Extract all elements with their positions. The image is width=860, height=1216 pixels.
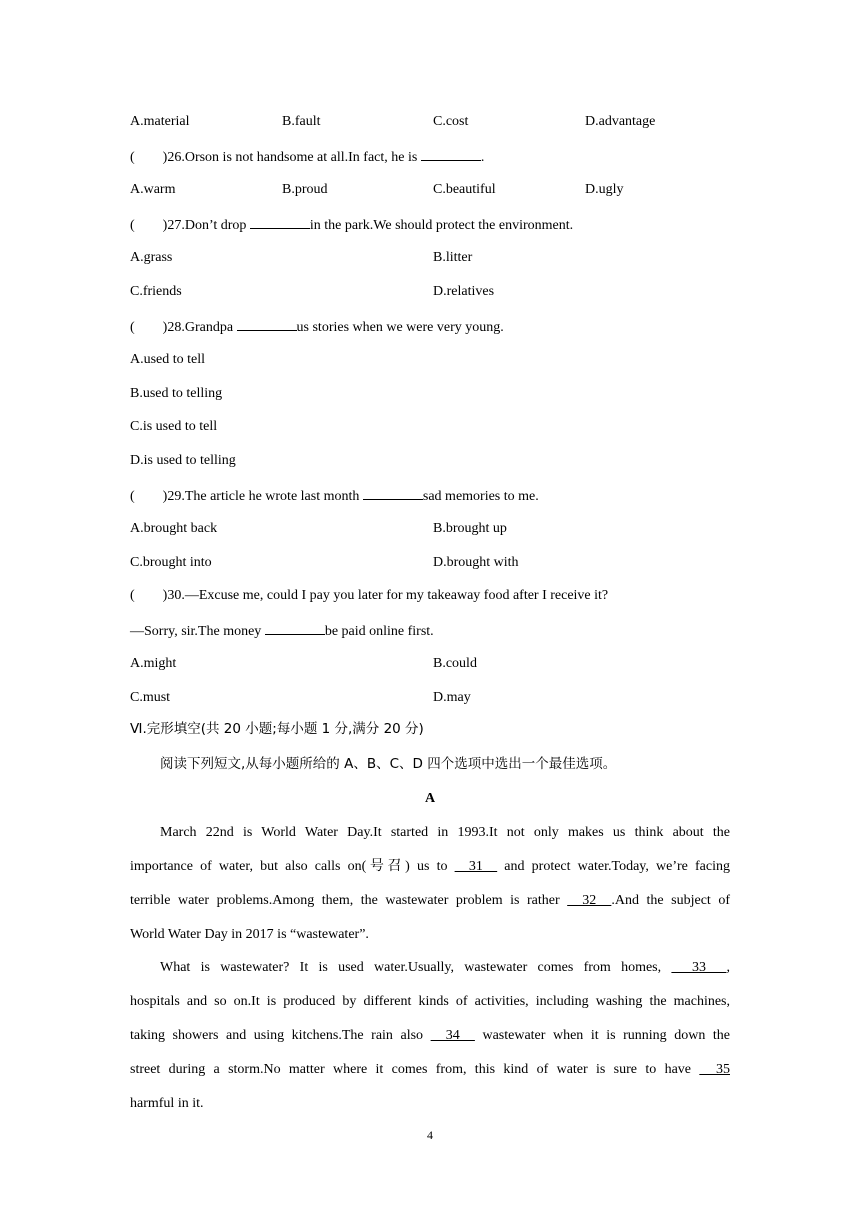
question-stem-end: in the park.We should protect the environment. [309, 218, 574, 233]
option-c: C.cost [433, 114, 469, 129]
question-stem: 28.Grandpa [167, 320, 237, 335]
passage-line: hospitals and so on.It is produced by different kinds of activities, including washing the machines, [130, 994, 730, 1009]
question-27 [130, 214, 730, 236]
question-26 [130, 146, 730, 168]
option-d: D.brought with [433, 555, 519, 570]
text-segment: wastewater when it is running down the [474, 1028, 731, 1043]
question-stem: 30.—Excuse me, could I pay you later for my takeaway food after I receive it? [167, 588, 609, 603]
option-a: A.might [130, 656, 177, 671]
page-number: 4 [427, 1128, 433, 1142]
option-b: B.litter [433, 250, 473, 265]
section-title: Ⅵ.完形填空(共 20 小题;每小题 1 分,满分 20 分) [130, 721, 424, 737]
option-c: C.brought into [130, 555, 212, 570]
option-b: B.brought up [433, 521, 507, 536]
answer-paren: ( ) [130, 150, 168, 165]
text-segment: , [726, 960, 731, 975]
reply-text-end: be paid online first. [324, 624, 434, 639]
option-a: A.material [130, 114, 190, 129]
question-28 [130, 316, 730, 338]
question-29 [130, 485, 730, 507]
text-segment: What is wastewater? It is used water.Usually, wastewater comes from homes, [160, 960, 672, 975]
answer-paren: ( ) [130, 218, 168, 233]
option-d: D.relatives [433, 284, 495, 299]
answer-paren: ( ) [130, 320, 168, 335]
blank-31: 31 [454, 859, 498, 874]
text-segment: street during a storm.No matter where it comes from, this kind of water is sure to have [130, 1062, 700, 1077]
option-b: B.fault [282, 114, 321, 129]
passage-line [130, 857, 730, 877]
blank-35: 35 [699, 1062, 730, 1077]
question-30 [130, 586, 730, 606]
section-instruction: 阅读下列短文,从每小题所给的 A、B、C、D 四个选项中选出一个最佳选项。 [160, 756, 617, 772]
option-a: A.brought back [130, 521, 218, 536]
option-c: C.beautiful [433, 182, 496, 197]
option-b: B.proud [282, 182, 328, 197]
answer-blank [237, 316, 297, 331]
answer-blank [363, 485, 423, 500]
text-segment: .And the subject of [611, 893, 731, 908]
passage-line [130, 1026, 730, 1046]
text-segment: and protect water.Today, we’re facing [497, 859, 730, 874]
blank-34: 34 [430, 1028, 475, 1043]
question-stem: 27.Don’t drop [167, 218, 250, 233]
blank-32: 32 [567, 893, 612, 908]
question-30-reply [130, 620, 730, 642]
answer-paren: ( ) [130, 489, 168, 504]
option-d: D.ugly [585, 182, 624, 197]
question-stem-end: . [480, 150, 485, 165]
option-d: D.is used to telling [130, 453, 236, 468]
question-stem: 29.The article he wrote last month [167, 489, 363, 504]
passage-line: March 22nd is World Water Day.It started in 1993.It not only makes us think about the [160, 825, 730, 840]
option-b: B.used to telling [130, 386, 223, 401]
option-a: A.grass [130, 250, 173, 265]
text-segment: terrible water problems.Among them, the wastewater problem is rather [130, 893, 568, 908]
question-stem: 26.Orson is not handsome at all.In fact, he is [167, 150, 421, 165]
answer-paren: ( ) [130, 588, 168, 603]
text-segment: importance of water, but also calls on(号召) us to [130, 859, 455, 874]
option-c: C.friends [130, 284, 182, 299]
option-b: B.could [433, 656, 477, 671]
answer-blank [421, 146, 481, 161]
option-a: A.warm [130, 182, 176, 197]
option-a: A.used to tell [130, 352, 206, 367]
passage-label: A [424, 791, 436, 806]
blank-33: 33 [671, 960, 727, 975]
passage-line: harmful in it. [130, 1096, 204, 1111]
answer-blank [265, 620, 325, 635]
reply-text: —Sorry, sir.The money [130, 624, 265, 639]
option-d: D.may [433, 690, 471, 705]
passage-line [130, 891, 730, 911]
option-c: C.is used to tell [130, 419, 218, 434]
passage-line [160, 958, 730, 978]
passage-line: World Water Day in 2017 is “wastewater”. [130, 927, 369, 942]
option-d: D.advantage [585, 114, 656, 129]
question-stem-end: us stories when we were very young. [296, 320, 504, 335]
option-c: C.must [130, 690, 171, 705]
text-segment: taking showers and using kitchens.The rain also [130, 1028, 431, 1043]
passage-line [130, 1060, 730, 1080]
answer-blank [250, 214, 310, 229]
question-stem-end: sad memories to me. [422, 489, 539, 504]
